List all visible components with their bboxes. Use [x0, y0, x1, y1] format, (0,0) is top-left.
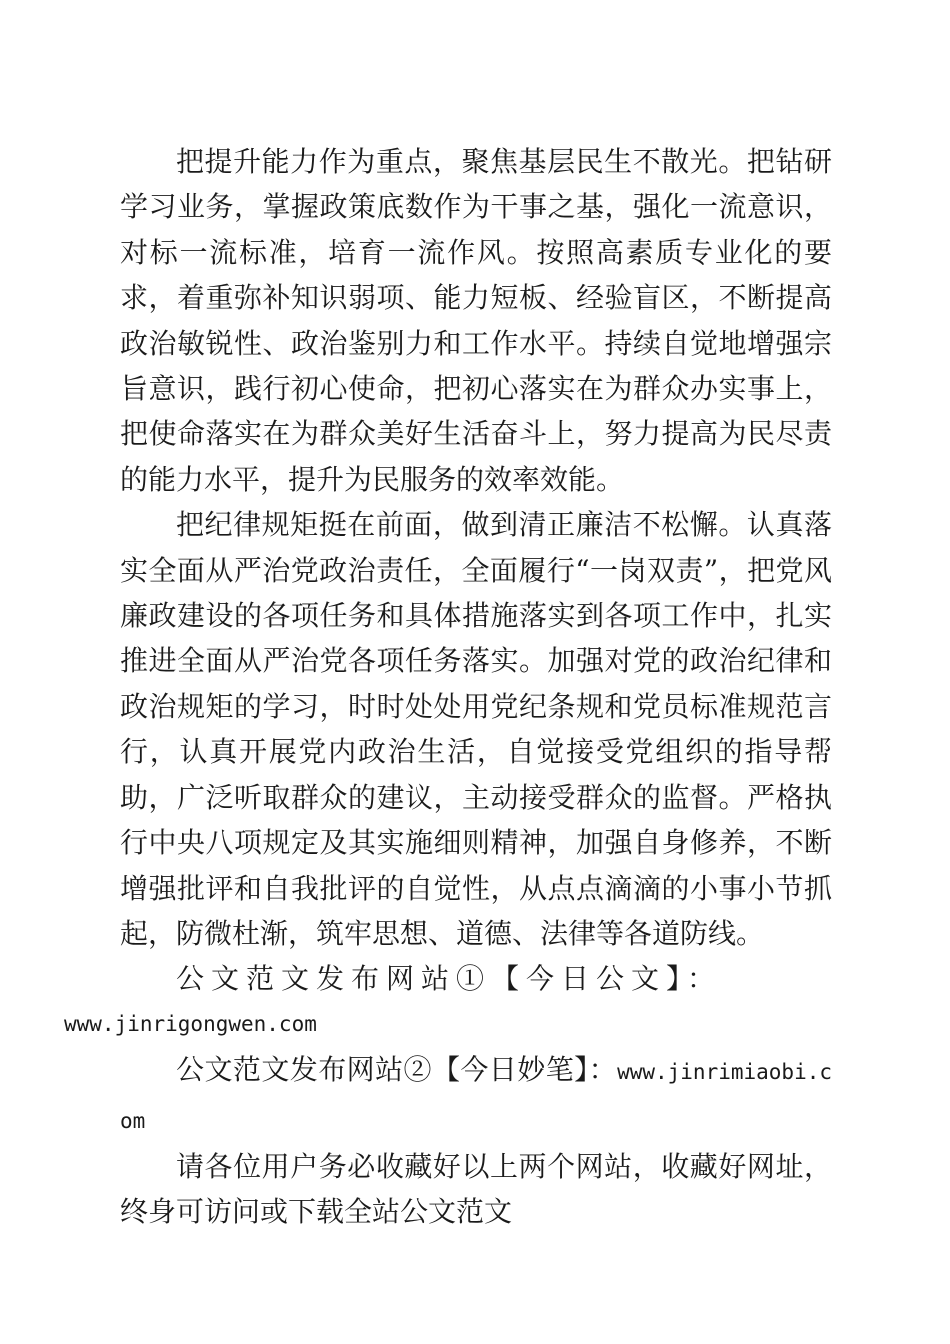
site1-url[interactable]: www.jinrigongwen.com [64, 1011, 317, 1036]
paragraph-ability: 把提升能力作为重点，聚焦基层民生不散光。把钻研学习业务，掌握政策底数作为干事之基，强化一流意识，对标一流标准，培育一流作风。按照高素质专业化的要求，着重弥补知识弱项、能力短板、经验盲区，不断提高政治敏锐性、政治鉴别力和工作水平。持续自觉地增强宗旨意识，践行初心使命，把初心落实在为群众办实事上，把使命落实在为群众美好生活奋斗上，努力提高为民尽责的能力水平，提升为民服务的效率效能。 [120, 145, 832, 496]
site2-url[interactable]: www.jinrimiaobi.com [120, 1060, 832, 1133]
site2-label: 公文范文发布网站②【今日妙笔】： [176, 1053, 618, 1087]
document-body [64, 139, 832, 1235]
notice-paragraph: 请各位用户务必收藏好以上两个网站，收藏好网址，终身可访问或下载全站公文范文 [120, 1149, 832, 1229]
site1-label: 公文范文发布网站①【今日公文】： [176, 962, 723, 996]
site1-line [64, 956, 832, 1047]
site2-line [120, 1047, 832, 1144]
paragraph-discipline: 把纪律规矩挺在前面，做到清正廉洁不松懈。认真落实全面从严治党政治责任，全面履行“一岗双责”，把党风廉政建设的各项任务和具体措施落实到各项工作中，扎实推进全面从严治党各项任务落实。加强对党的政治纪律和政治规矩的学习，时时处处用党纪条规和党员标准规范言行，认真开展党内政治生活，自觉接受党组织的指导帮助，广泛听取群众的建议，主动接受群众的监督。严格执行中央八项规定及其实施细则精神，加强自身修养，不断增强批评和自我批评的自觉性，从点点滴滴的小事小节抓起，防微杜渐，筑牢思想、道德、法律等各道防线。 [120, 508, 832, 950]
